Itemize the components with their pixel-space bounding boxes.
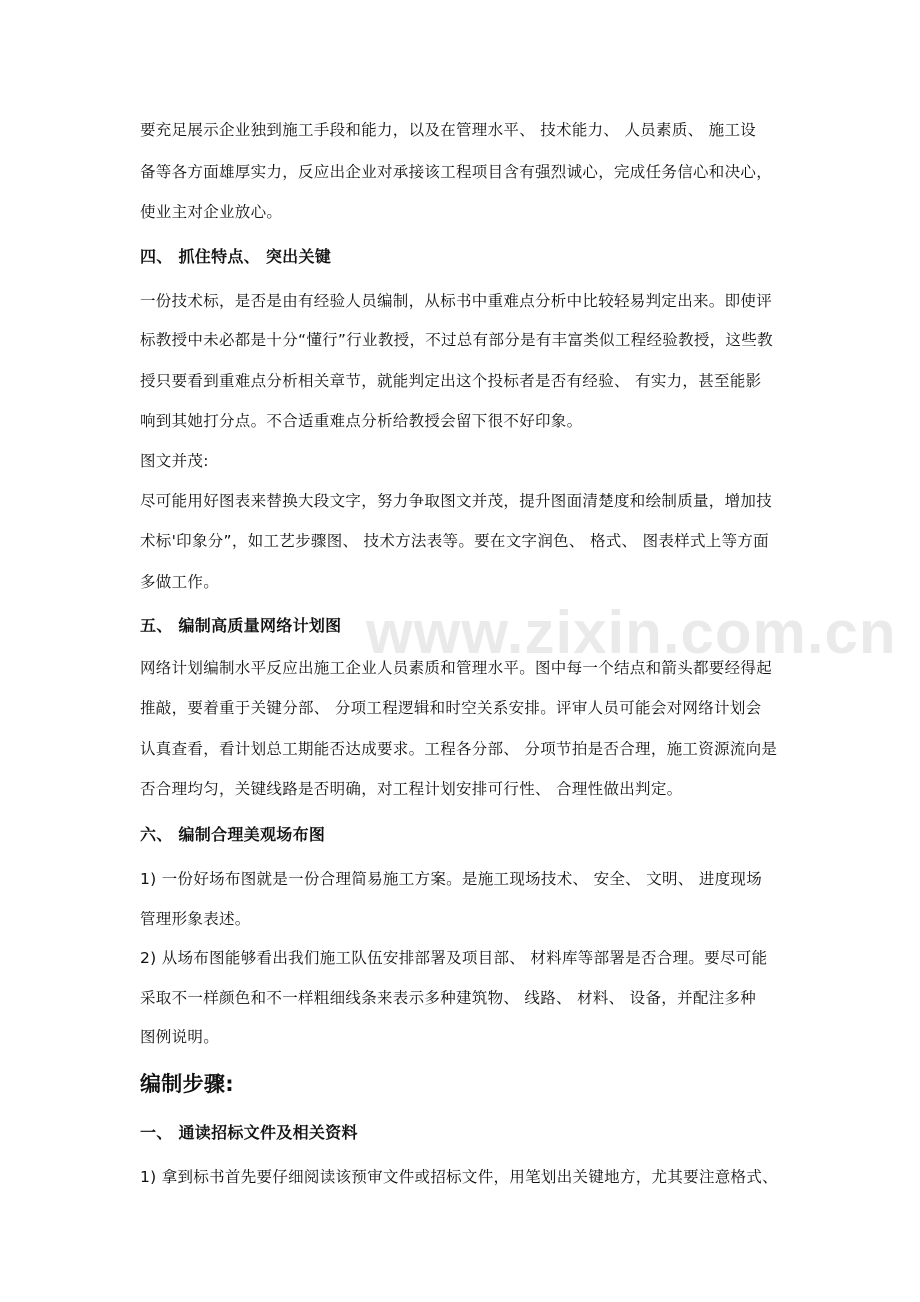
paragraph-line: 使业主对企业放心。 (140, 203, 283, 221)
paragraph-line: 否合理均匀，关键线路是否明确，对工程计划安排可行性、 合理性做出判定。 (140, 780, 683, 798)
paragraph-line: 网络计划编制水平反应出施工企业人员素质和管理水平。图中每一个结点和箭头都要经得起 (140, 659, 773, 677)
paragraph-line: 备等各方面雄厚实力，反应出企业对承接该工程项目含有强烈诚心，完成任务信心和决心， (140, 163, 773, 181)
paragraph-line: 管理形象表述。 (140, 910, 251, 928)
paragraph-line: 授只要看到重难点分析相关章节，就能判定出这个投标者是否有经验、 有实力，甚至能影 (140, 372, 762, 390)
paragraph-line: 1) 拿到标书首先要仔细阅读该预审文件或招标文件，用笔划出关键地方，尤其要注意格式、 (140, 1168, 778, 1186)
section-heading: 六、 编制合理美观场布图 (140, 825, 326, 844)
paragraph-line: 推敲，要着重于关键分部、 分项工程逻辑和时空关系安排。评审人员可能会对网络计划会 (140, 699, 762, 717)
major-heading: 编制步骤: (140, 1072, 234, 1096)
paragraph-line: 采取不一样颜色和不一样粗细线条来表示多种建筑物、 线路、 材料、 设备，并配注多种 (140, 989, 757, 1007)
paragraph-line: 要充足展示企业独到施工手段和能力，以及在管理水平、 技术能力、 人员素质、 施工设 (140, 121, 757, 139)
paragraph-line: 一份技术标，是否是由有经验人员编制，从标书中重难点分析中比较轻易判定出来。即使评 (140, 292, 773, 310)
section-heading: 一、 通读招标文件及相关资料 (140, 1123, 358, 1142)
paragraph-line: 图文并茂: (140, 452, 209, 470)
paragraph-line: 1) 一份好场布图就是一份合理简易施工方案。是施工现场技术、 安全、 文明、 进度现场 (140, 870, 763, 888)
watermark-text: www.zixin.com.cn (366, 599, 897, 666)
paragraph-line: 认真查看，看计划总工期能否达成要求。工程各分部、 分项节拍是否合理，施工资源流向是 (140, 740, 778, 758)
paragraph-line: 2) 从场布图能够看出我们施工队伍安排部署及项目部、 材料库等部署是否合理。要尽可能 (140, 949, 768, 967)
paragraph-line: 多做工作。 (140, 573, 220, 591)
paragraph-line: 术标'印象分”，如工艺步骤图、 技术方法表等。要在文字润色、 格式、 图表样式上等方面 (140, 532, 769, 550)
paragraph-line: 标教授中未必都是十分“懂行”行业教授，不过总有部分是有丰富类似工程经验教授，这些教 (140, 331, 773, 349)
paragraph-line: 响到其她打分点。不合适重难点分析给教授会留下很不好印象。 (140, 412, 583, 430)
section-heading: 五、 编制高质量网络计划图 (140, 616, 342, 635)
section-heading: 四、 抓住特点、 突出关键 (140, 247, 332, 266)
paragraph-line: 尽可能用好图表来替换大段文字，努力争取图文并茂，提升图面清楚度和绘制质量，增加技 (140, 492, 773, 510)
paragraph-line: 图例说明。 (140, 1028, 220, 1046)
